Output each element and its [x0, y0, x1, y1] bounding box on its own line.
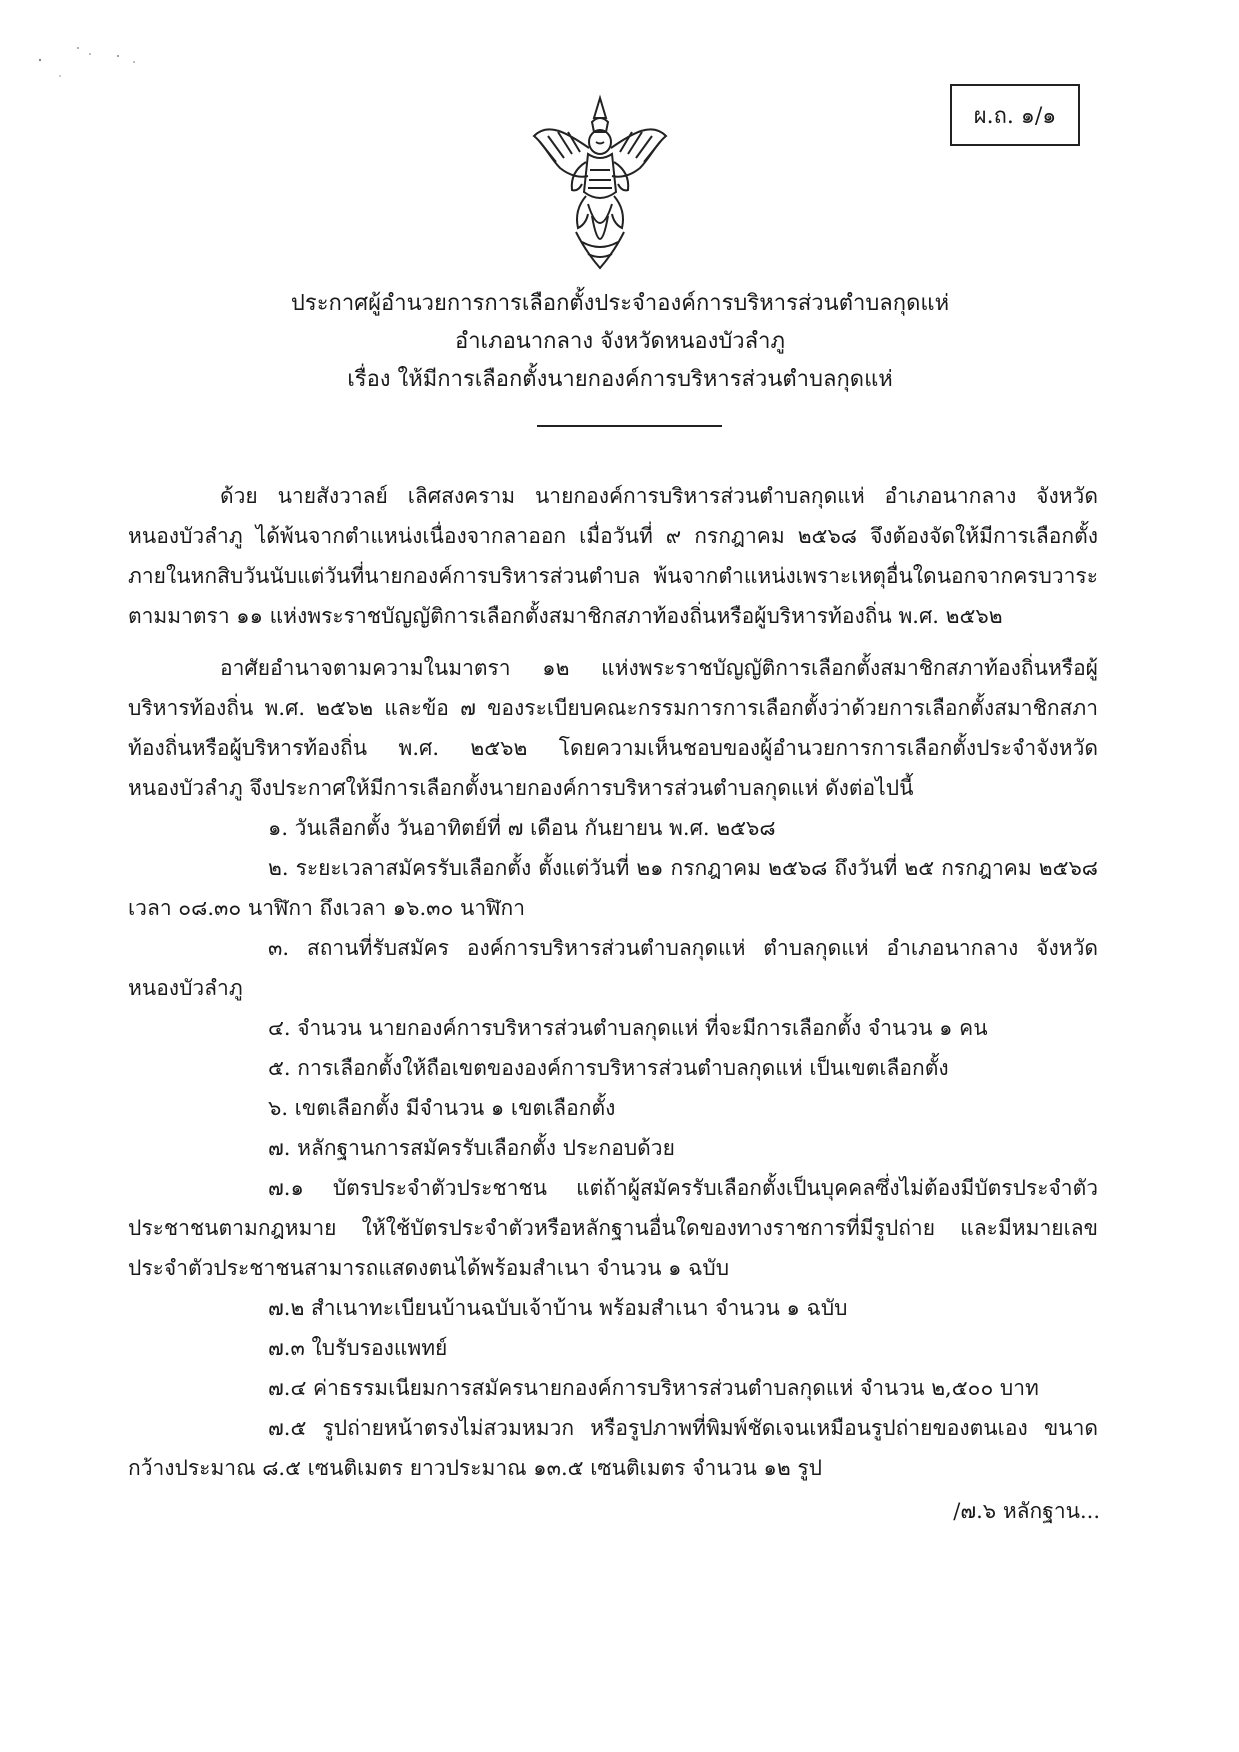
- title-line-2: อำเภอนากลาง จังหวัดหนองบัวลำภู: [454, 329, 785, 354]
- title-line-3: เรื่อง ให้มีการเลือกตั้งนายกองค์การบริหารส่วนตำบลกุดแห่: [347, 367, 893, 392]
- list-item-5: ๕. การเลือกตั้งให้ถือเขตขององค์การบริหารส่วนตำบลกุดแห่ เป็นเขตเลือกตั้ง: [268, 1056, 949, 1080]
- title-line-1: ประกาศผู้อำนวยการการเลือกตั้งประจำองค์การบริหารส่วนตำบลกุดแห่: [290, 291, 950, 316]
- list-item-3: ๓. สถานที่รับสมัคร องค์การบริหารส่วนตำบลกุดแห่ ตำบลกุดแห่ อำเภอนากลาง จังหวัดหนองบัวลำภู: [128, 936, 1098, 1000]
- list-item-7: ๗. หลักฐานการสมัครรับเลือกตั้ง ประกอบด้วย: [268, 1136, 675, 1160]
- list-item-6: ๖. เขตเลือกตั้ง มีจำนวน ๑ เขตเลือกตั้ง: [268, 1096, 616, 1120]
- announcement-body: [128, 476, 1098, 1488]
- announcement-title: [200, 285, 1040, 399]
- sub-item-7-5: ๗.๕ รูปถ่ายหน้าตรงไม่สวมหมวก หรือรูปภาพที่พิมพ์ชัดเจนเหมือนรูปถ่ายของตนเอง ขนาดกว้างประมาณ ๘.๕ เซนติเมตร ยาวประมาณ ๑๓.๕ เซนติเมตร จำนวน ๑๒ รูป: [128, 1416, 1098, 1480]
- continuation-note: /๗.๖ หลักฐาน...: [953, 1499, 1100, 1523]
- form-code: ผ.ถ. ๑/๑: [973, 103, 1057, 129]
- list-item-2: ๒. ระยะเวลาสมัครรับเลือกตั้ง ตั้งแต่วันที่ ๒๑ กรกฎาคม ๒๕๖๘ ถึงวันที่ ๒๕ กรกฎาคม ๒๕๖๘ เวลา ๐๘.๓๐ นาฬิกา ถึงเวลา ๑๖.๓๐ นาฬิกา: [128, 856, 1098, 920]
- sub-item-7-1: ๗.๑ บัตรประจำตัวประชาชน แต่ถ้าผู้สมัครรับเลือกตั้งเป็นบุคคลซึ่งไม่ต้องมีบัตรประจำตัวประชาชนตามกฎหมาย ให้ใช้บัตรประจำตัวหรือหลักฐานอื่นใดของทางราชการที่มีรูปถ่าย และมีหมายเลขประจำตัวประชาชนสามารถแสดงตนได้พร้อมสำเนา จำนวน ๑ ฉบับ: [128, 1176, 1098, 1280]
- garuda-emblem-icon: [526, 92, 674, 272]
- paragraph-1: ด้วย นายสังวาลย์ เลิศสงคราม นายกองค์การบริหารส่วนตำบลกุดแห่ อำเภอนากลาง จังหวัดหนองบัวลำภู ได้พ้นจากตำแหน่งเนื่องจากลาออก เมื่อวันที่ ๙ กรกฎาคม ๒๕๖๘ จึงต้องจัดให้มีการเลือกตั้งภายในหกสิบวันนับแต่วันที่นายกองค์การบริหารส่วนตำบล พ้นจากตำแหน่งเพราะเหตุอื่นใดนอกจากครบวาระ ตามมาตรา ๑๑ แห่งพระราชบัญญัติการเลือกตั้งสมาชิกสภาท้องถิ่นหรือผู้บริหารท้องถิ่น พ.ศ. ๒๕๖๒: [128, 484, 1098, 628]
- sub-item-7-4: ๗.๔ ค่าธรรมเนียมการสมัครนายกองค์การบริหารส่วนตำบลกุดแห่ จำนวน ๒,๕๐๐ บาท: [268, 1376, 1039, 1400]
- title-divider: [537, 425, 722, 427]
- paragraph-2: อาศัยอำนาจตามความในมาตรา ๑๒ แห่งพระราชบัญญัติการเลือกตั้งสมาชิกสภาท้องถิ่นหรือผู้บริหารท้องถิ่น พ.ศ. ๒๕๖๒ และข้อ ๗ ของระเบียบคณะกรรมการการเลือกตั้งว่าด้วยการเลือกตั้งสมาชิกสภาท้องถิ่นหรือผู้บริหารท้องถิ่น พ.ศ. ๒๕๖๒ โดยความเห็นชอบของผู้อำนวยการการเลือกตั้งประจำจังหวัดหนองบัวลำภู จึงประกาศให้มีการเลือกตั้งนายกองค์การบริหารส่วนตำบลกุดแห่ ดังต่อไปนี้: [128, 656, 1098, 800]
- scan-specks: [30, 40, 180, 100]
- list-item-1: ๑. วันเลือกตั้ง วันอาทิตย์ที่ ๗ เดือน กันยายน พ.ศ. ๒๕๖๘: [268, 816, 776, 840]
- sub-item-7-2: ๗.๒ สำเนาทะเบียนบ้านฉบับเจ้าบ้าน พร้อมสำเนา จำนวน ๑ ฉบับ: [268, 1296, 848, 1320]
- sub-item-7-3: ๗.๓ ใบรับรองแพทย์: [268, 1336, 448, 1360]
- form-code-box: [950, 84, 1080, 146]
- list-item-4: ๔. จำนวน นายกองค์การบริหารส่วนตำบลกุดแห่ ที่จะมีการเลือกตั้ง จำนวน ๑ คน: [268, 1016, 988, 1040]
